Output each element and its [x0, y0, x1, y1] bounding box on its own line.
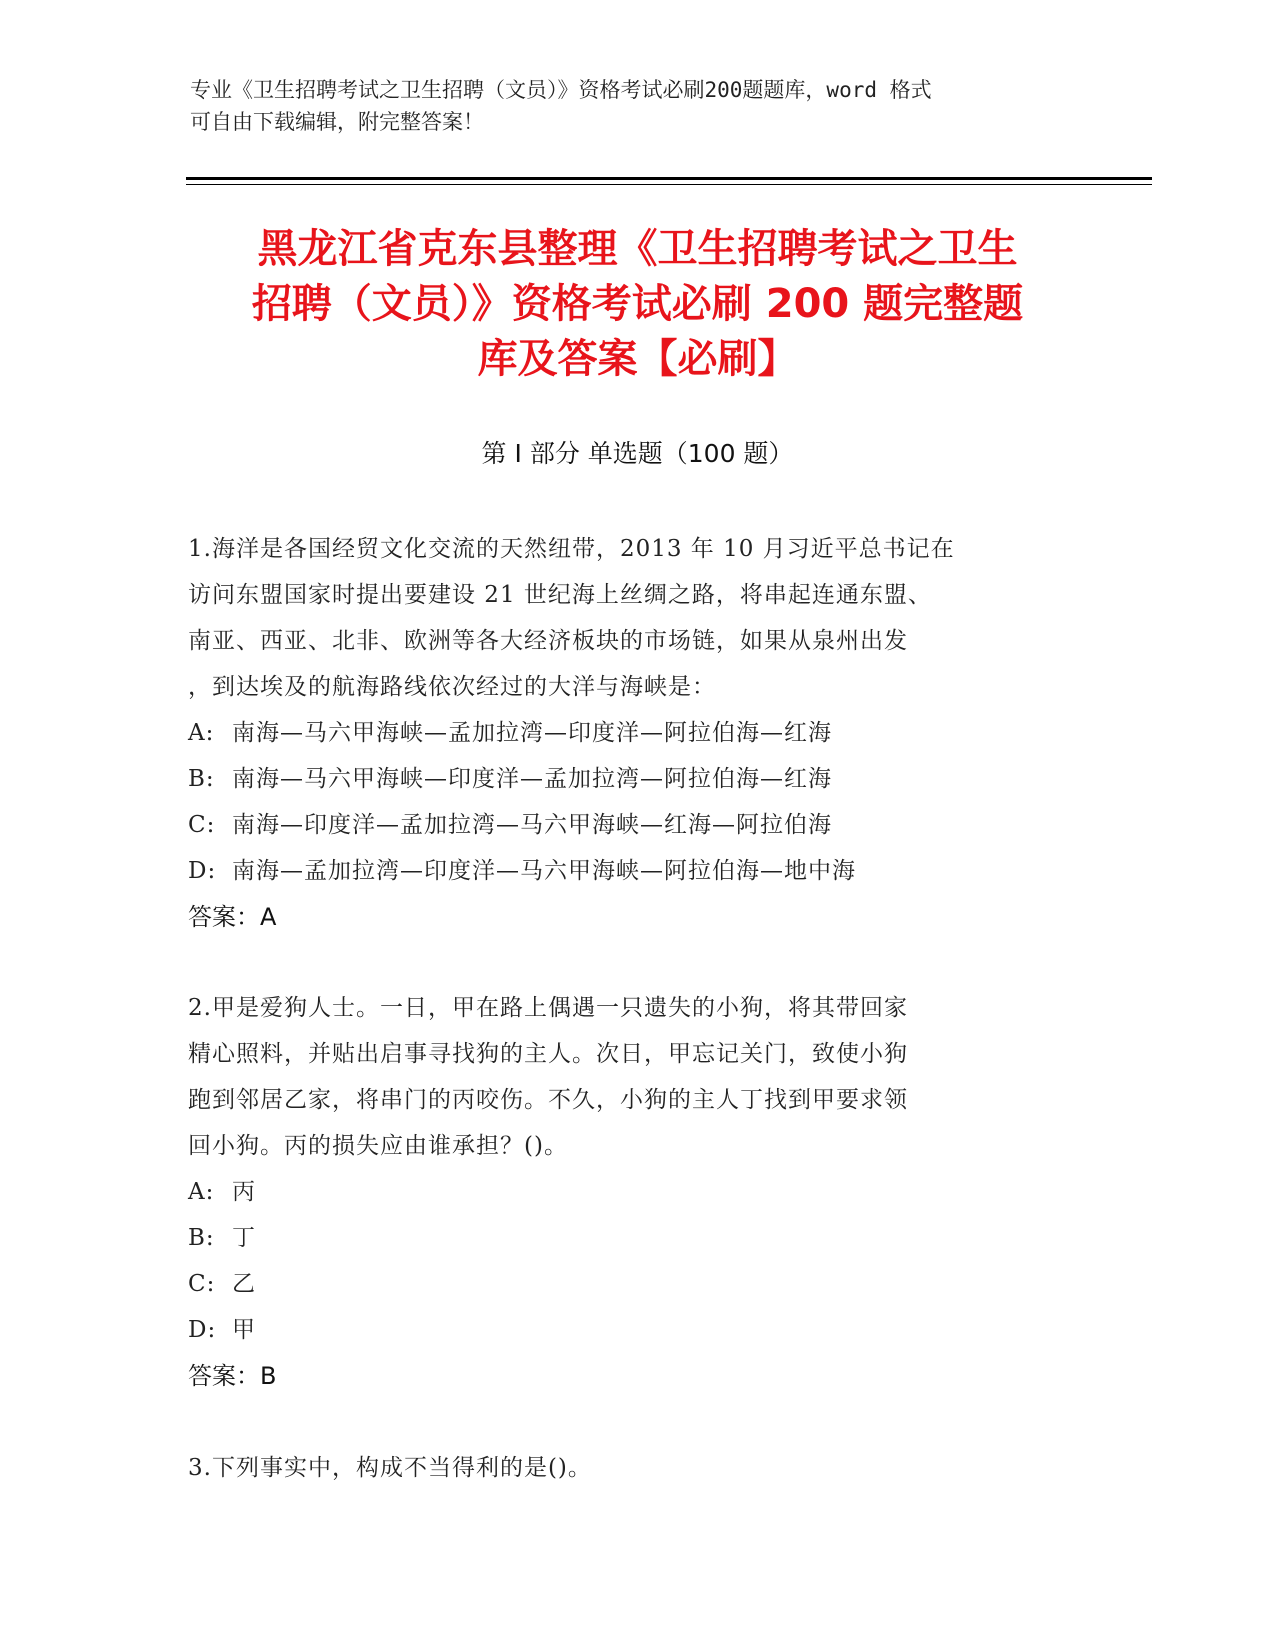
stem-line: 3.下列事实中，构成不当得利的是()。	[188, 1455, 592, 1481]
option-text: 乙	[232, 1271, 256, 1297]
option-text: 南海—马六甲海峡—印度洋—孟加拉湾—阿拉伯海—红海	[232, 766, 832, 792]
option-b	[188, 756, 1088, 802]
title-line-1: 黑龙江省克东县整理《卫生招聘考试之卫生	[257, 226, 1018, 272]
option-text: 丙	[232, 1179, 256, 1205]
section-heading: 第 I 部分 单选题（100 题）	[481, 439, 794, 468]
option-key: A:	[188, 720, 215, 746]
question-stem	[188, 526, 1088, 710]
option-d	[188, 848, 1088, 894]
title-line-3: 库及答案【必刷】	[477, 336, 798, 382]
question-2	[188, 985, 1088, 1399]
option-key: B:	[188, 1225, 215, 1251]
header-note-line-1: 专业《卫生招聘考试之卫生招聘（文员）》资格考试必刷200题题库，word 格式	[190, 78, 932, 102]
question-stem	[188, 985, 1088, 1169]
header-divider-thin	[186, 184, 1152, 185]
stem-line: 精心照料，并贴出启事寻找狗的主人。次日，甲忘记关门，致使小狗	[188, 1041, 908, 1067]
answer-line: 答案：B	[188, 1362, 277, 1390]
title-line-2: 招聘（文员）》资格考试必刷 200 题完整题	[251, 281, 1024, 327]
option-a	[188, 710, 1088, 756]
option-d	[188, 1307, 1088, 1353]
stem-line: 南亚、西亚、北非、欧洲等各大经济板块的市场链，如果从泉州出发	[188, 628, 908, 654]
option-key: B:	[188, 766, 215, 792]
stem-line: ，到达埃及的航海路线依次经过的大洋与海峡是：	[188, 674, 716, 700]
option-c	[188, 802, 1088, 848]
option-text: 南海—印度洋—孟加拉湾—马六甲海峡—红海—阿拉伯海	[232, 812, 832, 838]
option-key: C:	[188, 1271, 216, 1297]
stem-line: 回小狗。丙的损失应由谁承担？()。	[188, 1133, 568, 1159]
option-a	[188, 1169, 1088, 1215]
stem-line: 访问东盟国家时提出要建设 21 世纪海上丝绸之路，将串起连通东盟、	[188, 582, 932, 608]
option-key: D:	[188, 858, 217, 884]
answer-line: 答案：A	[188, 903, 277, 931]
option-key: C:	[188, 812, 216, 838]
option-key: D:	[188, 1317, 217, 1343]
option-c	[188, 1261, 1088, 1307]
option-text: 南海—马六甲海峡—孟加拉湾—印度洋—阿拉伯海—红海	[232, 720, 832, 746]
question-stem	[188, 1445, 1088, 1491]
header-divider-thick	[186, 177, 1152, 180]
option-key: A:	[188, 1179, 215, 1205]
stem-line: 1.海洋是各国经贸文化交流的天然纽带，2013 年 10 月习近平总书记在	[188, 536, 955, 562]
header-note	[190, 74, 1070, 138]
option-text: 丁	[232, 1225, 256, 1251]
option-b	[188, 1215, 1088, 1261]
stem-line: 2.甲是爱狗人士。一日，甲在路上偶遇一只遗失的小狗，将其带回家	[188, 995, 908, 1021]
question-3	[188, 1445, 1088, 1491]
option-text: 南海—孟加拉湾—印度洋—马六甲海峡—阿拉伯海—地中海	[232, 858, 856, 884]
option-text: 甲	[232, 1317, 256, 1343]
question-1	[188, 526, 1088, 940]
header-note-line-2: 可自由下载编辑，附完整答案！	[190, 110, 484, 134]
document-title	[150, 222, 1125, 387]
stem-line: 跑到邻居乙家，将串门的丙咬伤。不久，小狗的主人丁找到甲要求领	[188, 1087, 908, 1113]
